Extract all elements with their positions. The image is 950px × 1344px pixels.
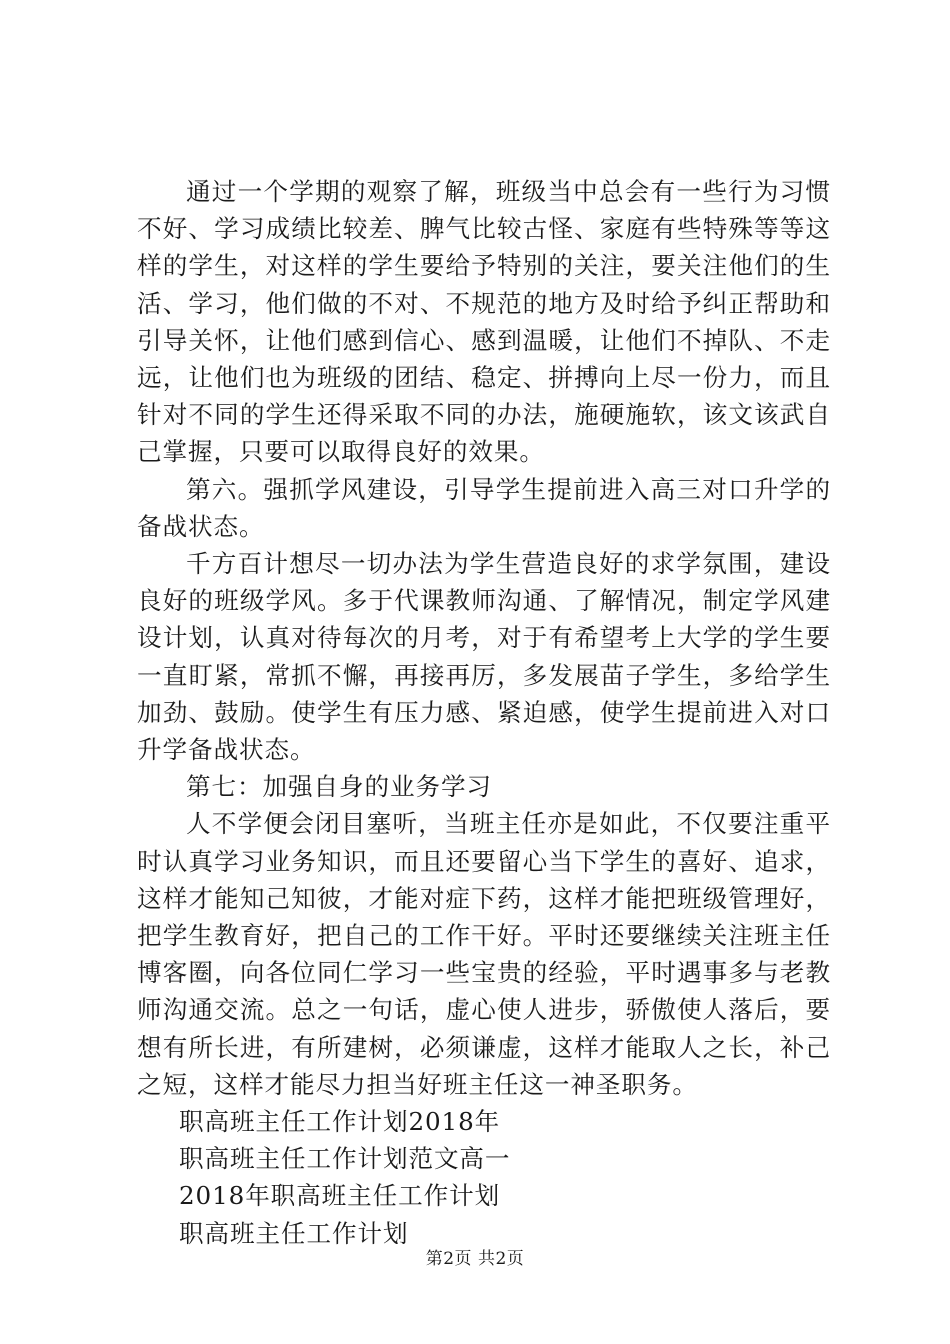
related-link-1[interactable]: 职高班主任工作计划2018年 xyxy=(179,1107,501,1137)
document-body xyxy=(137,173,831,1252)
paragraph-study-atmosphere: 千方百计想尽一切办法为学生营造良好的求学氛围，建设良好的班级学风。多于代课教师沟通、了解情况，制定学风建设计划，认真对待每次的月考，对于有希望考上大学的学生要一直盯紧，常抓不懈，再接再厉，多发展苗子学生，多给学生加劲、鼓励。使学生有压力感、紧迫感，使学生提前进入对口升学备战状态。 xyxy=(137,549,831,765)
heading-sixth: 第六。强抓学风建设，引导学生提前进入高三对口升学的备战状态。 xyxy=(137,474,831,541)
paragraph-self-study: 人不学便会闭目塞听，当班主任亦是如此，不仅要注重平时认真学习业务知识，而且还要留心当下学生的喜好、追求，这样才能知己知彼，才能对症下药，这样才能把班级管理好，把学生教育好，把自己的工作干好。平时还要继续关注班主任博客圈，向各位同仁学习一些宝贵的经验，平时遇事多与老教师沟通交流。总之一句话，虚心使人进步，骄傲使人落后，要想有所长进，有所建树，必须谦虚，这样才能取人之长，补己之短，这样才能尽力担当好班主任这一神圣职务。 xyxy=(137,809,831,1099)
paragraph-attention-students: 通过一个学期的观察了解，班级当中总会有一些行为习惯不好、学习成绩比较差、脾气比较古怪、家庭有些特殊等等这样的学生，对这样的学生要给予特别的关注，要关注他们的生活、学习，他们做的不对、不规范的地方及时给予纠正帮助和引导关怀，让他们感到信心、感到温暖，让他们不掉队、不走远，让他们也为班级的团结、稳定、拼搏向上尽一份力，而且针对不同的学生还得采取不同的办法，施硬施软，该文该武自己掌握，只要可以取得良好的效果。 xyxy=(137,177,831,467)
related-link-4[interactable]: 职高班主任工作计划 xyxy=(179,1218,409,1248)
heading-seventh: 第七：加强自身的业务学习 xyxy=(186,772,492,802)
related-link-3[interactable]: 2018年职高班主任工作计划 xyxy=(179,1181,501,1211)
related-link-2[interactable]: 职高班主任工作计划范文高一 xyxy=(179,1144,511,1174)
page-number: 第2页 共2页 xyxy=(425,1249,525,1269)
